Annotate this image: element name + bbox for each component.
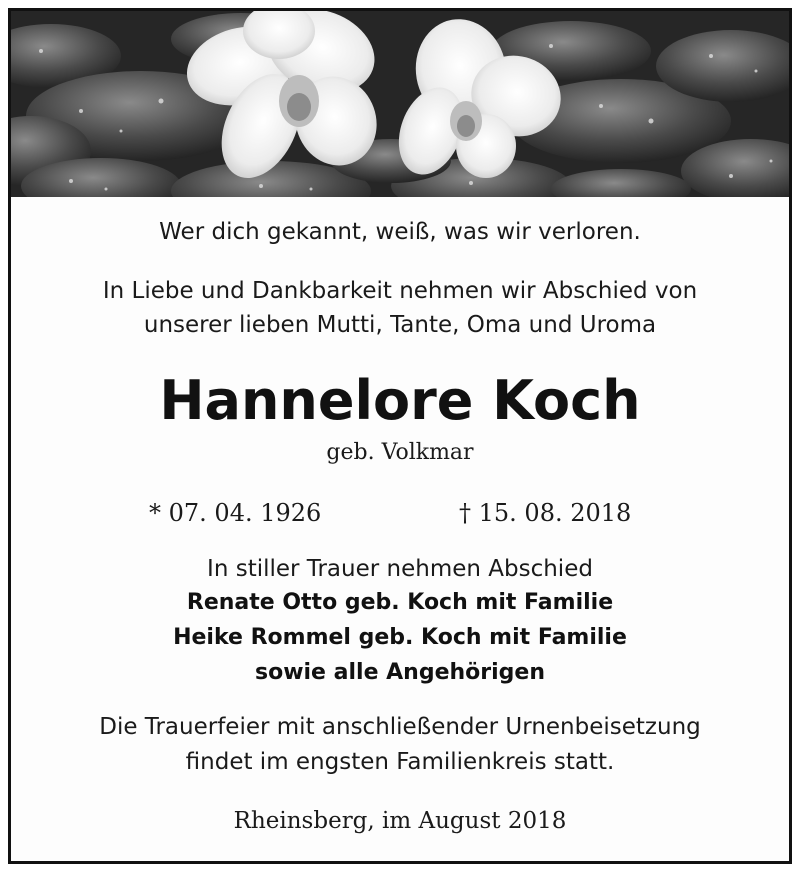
mourner-line-2: Heike Rommel geb. Koch mit Familie xyxy=(173,625,627,650)
death-date: † 15. 08. 2018 xyxy=(459,499,632,527)
funeral-line-2: findet im engsten Familienkreis statt. xyxy=(185,749,615,775)
birth-date: * 07. 04. 1926 xyxy=(149,499,322,527)
place-date: Rheinsberg, im August 2018 xyxy=(233,808,567,834)
mourner-line-1: Renate Otto geb. Koch mit Familie xyxy=(186,590,614,615)
intro-line-2: unserer lieben Mutti, Tante, Oma und Uroma xyxy=(143,312,657,338)
life-dates xyxy=(11,495,789,531)
obituary-frame xyxy=(8,8,792,864)
mourner-line-3: sowie alle Angehörigen xyxy=(254,660,546,685)
mourners-heading: In stiller Trauer nehmen Abschied xyxy=(207,556,593,582)
maiden-name: geb. Volkmar xyxy=(326,440,474,465)
quote-line: Wer dich gekannt, weiß, was wir verloren. xyxy=(159,219,641,245)
intro-line-1: In Liebe und Dankbarkeit nehmen wir Abschied von xyxy=(102,278,698,304)
orchid-stones-photo xyxy=(11,11,789,197)
deceased-name: Hannelore Koch xyxy=(159,369,641,432)
funeral-line-1: Die Trauerfeier mit anschließender Urnenbeisetzung xyxy=(99,714,701,740)
